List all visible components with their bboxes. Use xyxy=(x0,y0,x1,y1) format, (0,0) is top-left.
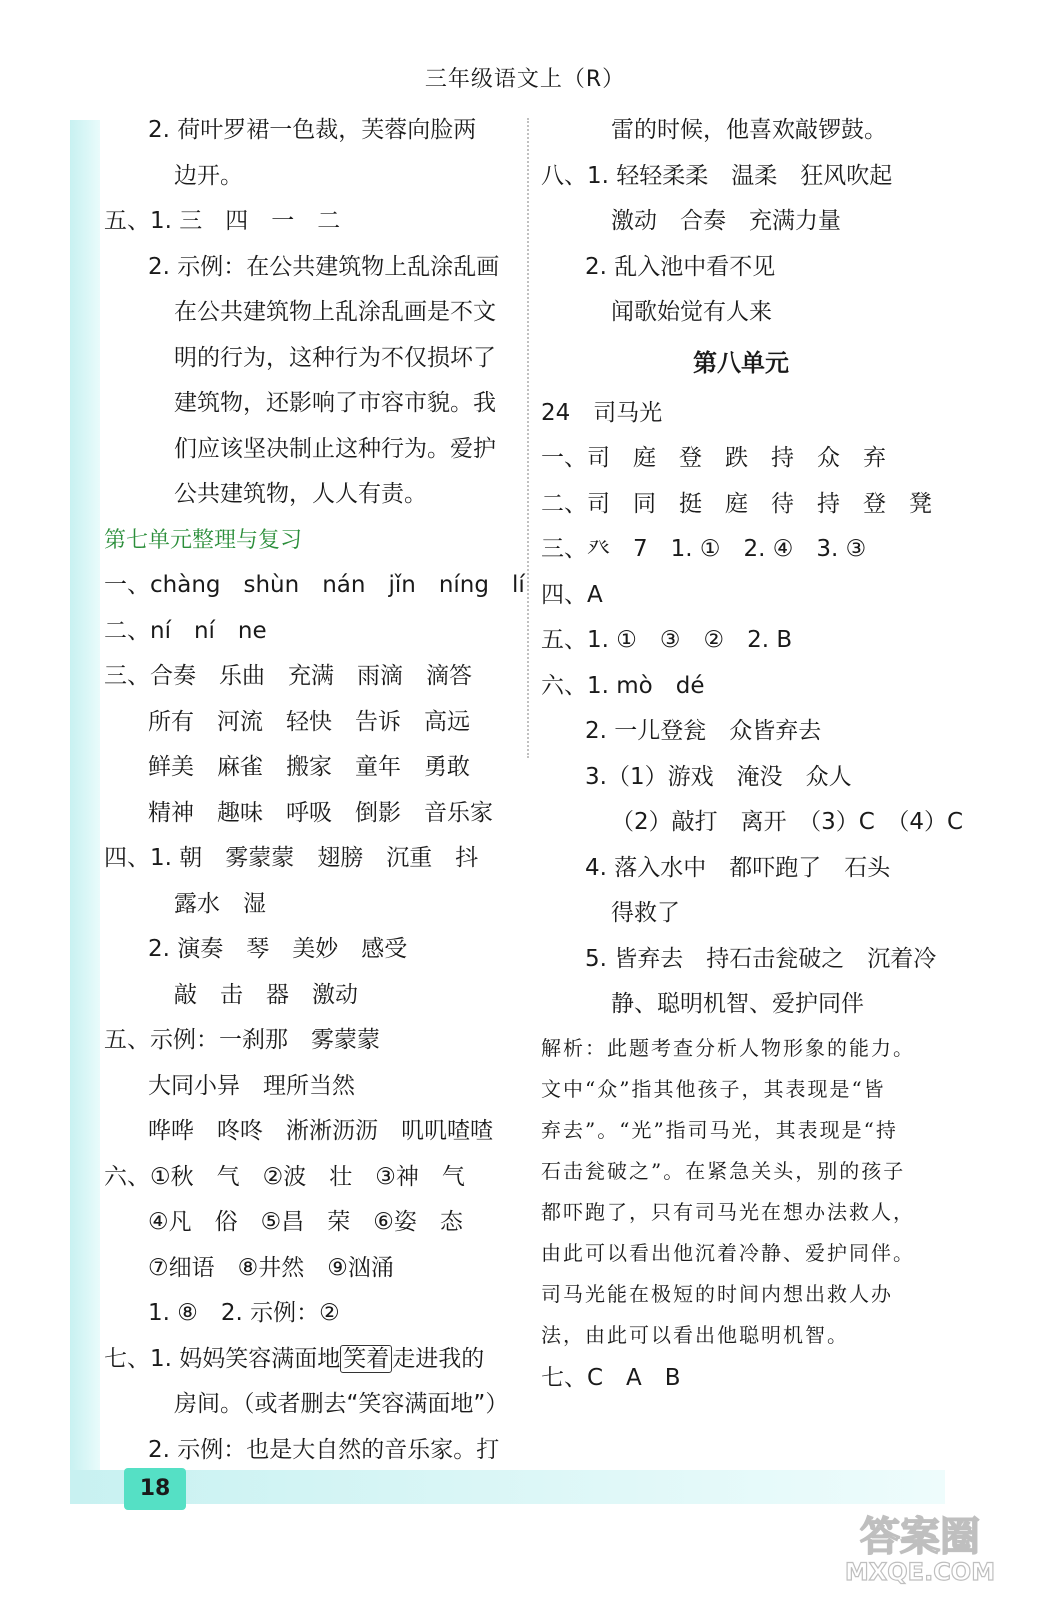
right-answer-line-text: 2. 乱入池中看不见 xyxy=(585,253,776,280)
right-column xyxy=(541,108,964,1401)
left-answer-line xyxy=(104,1064,514,1110)
left-answer-line-text: ④凡 俗 ⑤昌 荣 ⑥姿 态 xyxy=(148,1209,463,1235)
left-answer-line-text-after: 走进我的 xyxy=(392,1345,485,1372)
right-answer-line-text: 一、司 庭 登 跌 持 众 弃 xyxy=(541,445,886,471)
right-answer-line xyxy=(541,527,941,573)
right-answer-line xyxy=(541,618,941,664)
right-answer-line xyxy=(541,709,941,755)
left-answer-line xyxy=(104,836,514,882)
analysis-line: 文中“众”指其他孩子，其表现是“皆 xyxy=(541,1076,886,1101)
right-answer-line xyxy=(541,436,941,482)
left-answer-line-text: 2. 演奏 琴 美妙 感受 xyxy=(148,936,408,962)
right-answer-line xyxy=(541,846,941,892)
left-answer-line xyxy=(104,700,514,746)
left-answer-line-text: 精神 趣味 呼吸 倒影 音乐家 xyxy=(148,799,493,826)
right-answer-line-text: 八、1. 轻轻柔柔 温柔 狂风吹起 xyxy=(541,162,893,189)
left-answer-line xyxy=(104,1018,514,1064)
analysis-line: 都吓跑了，只有司马光在想办法救人， xyxy=(541,1199,915,1224)
right-answer-line-text: 雷的时候，他喜欢敲锣鼓。 xyxy=(611,117,887,143)
left-answer-line xyxy=(104,518,514,564)
right-answer-line xyxy=(541,108,941,154)
right-answer-line xyxy=(541,891,941,937)
column-divider xyxy=(527,118,529,758)
right-answer-line xyxy=(541,290,941,336)
left-answer-line xyxy=(104,1109,514,1155)
left-answer-line xyxy=(104,427,514,473)
left-answer-line xyxy=(104,1291,514,1337)
left-answer-line-text: 房间。（或者删去“笑容满面地”） xyxy=(174,1391,509,1417)
left-answer-line-text: 三、合奏 乐曲 充满 雨滴 滴答 xyxy=(104,663,472,689)
left-margin-bar xyxy=(70,120,100,1485)
right-answer-line xyxy=(541,482,941,528)
left-answer-line xyxy=(104,927,514,973)
left-answer-line-text: 大同小异 理所当然 xyxy=(148,1072,355,1099)
left-answer-line-text: ⑦细语 ⑧井然 ⑨汹涌 xyxy=(148,1254,394,1281)
left-answer-line xyxy=(104,381,514,427)
left-column xyxy=(104,108,525,1473)
right-answer-line-text: 六、1. mò dé xyxy=(541,672,705,699)
right-answer-line-text: 24 司马光 xyxy=(541,399,663,426)
left-answer-line-text: 公共建筑物，人人有责。 xyxy=(174,481,427,507)
right-answer-line-text: 二、司 同 挺 庭 待 持 登 凳 xyxy=(541,490,932,517)
left-answer-line-text: 第七单元整理与复习 xyxy=(104,527,303,553)
left-answer-line-text: 边开。 xyxy=(174,162,243,189)
left-answer-line xyxy=(104,245,514,291)
right-answer-line-text: 5. 皆弃去 持石击瓮破之 沉着冷 xyxy=(585,945,937,972)
left-answer-line xyxy=(104,290,514,336)
right-answer-line-text: 七、C A B xyxy=(541,1364,681,1391)
left-answer-line-text: 1. ⑧ 2. 示例：② xyxy=(148,1300,340,1326)
right-answer-line xyxy=(541,573,941,619)
right-answer-line xyxy=(541,800,964,846)
analysis-line: 石击瓮破之”。在紧急关头，别的孩子 xyxy=(541,1158,906,1183)
left-answer-line xyxy=(104,745,514,791)
left-answer-line xyxy=(104,108,514,154)
left-answer-line-text: 敲 击 器 激动 xyxy=(174,981,358,1008)
right-answer-line-text: 五、1. ① ③ ② 2. B xyxy=(541,627,793,653)
left-answer-line xyxy=(104,1428,514,1474)
right-answer-line xyxy=(541,664,941,710)
left-answer-line-text: 哗哗 咚咚 淅淅沥沥 叽叽喳喳 xyxy=(148,1118,493,1144)
left-answer-line xyxy=(104,199,514,245)
left-answer-line-text: 们应该坚决制止这种行为。爱护 xyxy=(174,435,496,462)
left-answer-line xyxy=(104,609,514,655)
boxed-correction: 笑着 xyxy=(340,1345,392,1373)
right-answer-line-text: 4. 落入水中 都吓跑了 石头 xyxy=(585,854,891,881)
left-answer-line-text: 2. 示例：也是大自然的音乐家。打 xyxy=(148,1436,500,1463)
right-answer-line xyxy=(541,982,941,1028)
right-answer-line-text: 静、聪明机智、爱护同伴 xyxy=(611,991,864,1017)
left-answer-line-text: 露水 湿 xyxy=(174,890,266,917)
right-answer-line xyxy=(541,755,941,801)
right-answer-line-text: 2. 一儿登瓮 众皆弃去 xyxy=(585,718,822,744)
left-answer-line-text: 明的行为，这种行为不仅损坏了 xyxy=(174,344,496,371)
right-answer-line xyxy=(541,336,941,391)
left-answer-line xyxy=(104,654,514,700)
right-answer-line xyxy=(541,937,941,983)
left-answer-line-text: 五、1. 三 四 一 二 xyxy=(104,208,341,234)
svg-text:答案圈: 答案圈 xyxy=(860,1514,980,1560)
left-answer-line xyxy=(104,154,514,200)
left-answer-line xyxy=(104,1246,514,1292)
left-answer-line-text: 七、1. 妈妈笑容满面地 xyxy=(104,1345,341,1372)
left-answer-line-text: 五、示例：一刹那 雾蒙蒙 xyxy=(104,1027,380,1053)
left-answer-line xyxy=(104,1155,514,1201)
analysis-line: 解析：此题考查分析人物形象的能力。 xyxy=(541,1035,915,1060)
right-answer-line xyxy=(541,154,941,200)
analysis-line: 法，由此可以看出他聪明机智。 xyxy=(541,1322,849,1347)
left-answer-line xyxy=(104,563,525,609)
right-answer-line xyxy=(541,245,941,291)
left-answer-line xyxy=(104,882,514,928)
left-answer-line xyxy=(104,791,514,837)
analysis-line: 司马光能在极短的时间内想出救人办 xyxy=(541,1281,893,1306)
left-answer-line xyxy=(104,973,514,1019)
right-answer-line-text: 四、A xyxy=(541,581,603,608)
right-answer-line-text: 第八单元 xyxy=(693,348,789,377)
right-answer-line-text: 三、癶 7 1. ① 2. ④ 3. ③ xyxy=(541,536,867,562)
right-answer-line xyxy=(541,1356,941,1402)
svg-text:MXQE.COM: MXQE.COM xyxy=(844,1558,996,1586)
left-answer-line xyxy=(104,1382,514,1428)
left-answer-line xyxy=(104,472,514,518)
watermark-logo xyxy=(810,1506,1030,1586)
analysis-line: 弃去”。“光”指司马光，其表现是“持 xyxy=(541,1117,898,1142)
left-answer-line-text: 鲜美 麻雀 搬家 童年 勇敢 xyxy=(148,754,470,780)
left-answer-line xyxy=(104,1200,514,1246)
right-answer-line-text: （2）敲打 离开 （3）C （4）C xyxy=(611,809,964,835)
left-answer-line-text: 所有 河流 轻快 告诉 高远 xyxy=(148,708,470,735)
right-answer-line xyxy=(541,199,941,245)
page-number: 18 xyxy=(124,1468,186,1510)
right-answer-line-text: 3.（1）游戏 淹没 众人 xyxy=(585,763,852,790)
analysis-line: 由此可以看出他沉着冷静、爱护同伴。 xyxy=(541,1240,915,1265)
left-answer-line-text: 六、①秋 气 ②波 壮 ③神 气 xyxy=(104,1163,465,1190)
right-answer-line xyxy=(541,391,941,437)
left-answer-line-text: 一、chàng shùn nán jǐn níng lí xyxy=(104,572,525,598)
right-answer-line-text: 闻歌始觉有人来 xyxy=(611,299,772,325)
left-answer-line-text: 四、1. 朝 雾蒙蒙 翅膀 沉重 抖 xyxy=(104,845,479,871)
right-answer-line-text: 激动 合奏 充满力量 xyxy=(611,208,841,234)
left-answer-line-text: 2. 荷叶罗裙一色裁，芙蓉向脸两 xyxy=(148,117,477,143)
left-answer-line-text: 2. 示例：在公共建筑物上乱涂乱画 xyxy=(148,253,500,280)
left-answer-line xyxy=(104,1337,514,1383)
right-answer-line-text: 得救了 xyxy=(611,900,680,926)
left-answer-line xyxy=(104,336,514,382)
left-answer-line-text: 在公共建筑物上乱涂乱画是不文 xyxy=(174,299,496,325)
bottom-margin-bar xyxy=(70,1470,945,1504)
left-answer-line-text: 二、ní ní ne xyxy=(104,617,267,644)
page-header: 三年级语文上（R） xyxy=(424,67,626,92)
left-answer-line-text: 建筑物，还影响了市容市貌。我 xyxy=(174,390,496,416)
